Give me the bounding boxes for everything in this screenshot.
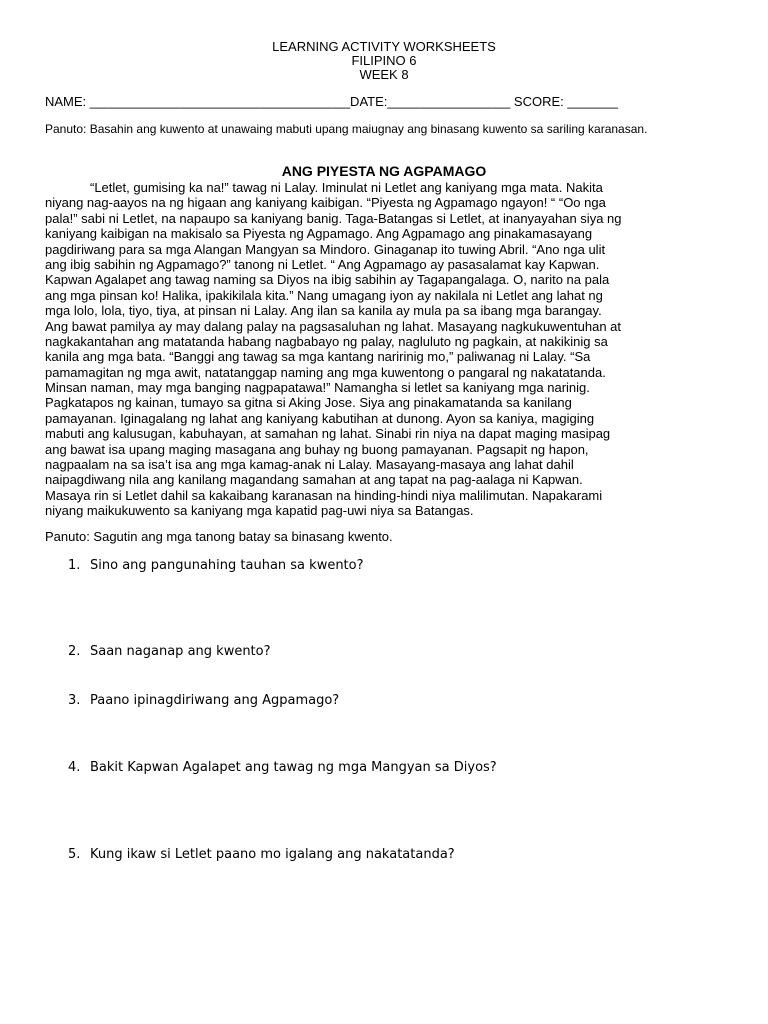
- header-subject: FILIPINO 6: [351, 53, 417, 68]
- story-line: Kapwan Agalapet ang tawag naming sa Diyos na ibig sabihin ay Tagapangalaga. O, narito na pala: [45, 272, 610, 288]
- story-line: pagdiriwang para sa mga Alangan Mangyan sa Mindoro. Ginaganap ito tuwing Abril. “Ano nga ulit: [45, 241, 606, 257]
- name-date-score-line: NAME: ____________________________________DATE:_________________ SCORE: _______: [45, 94, 618, 109]
- story-line: nagkakantahan ang matatanda habang nagbabayo ng palay, nagluluto ng pagkain, at nakikinig sa: [45, 333, 608, 349]
- instructions-questions: Panuto: Sagutin ang mga tanong batay sa binasang kwento.: [45, 529, 393, 544]
- question-text: Paano ipinagdiriwang ang Agpamago?: [90, 693, 340, 708]
- question-number: 5.: [68, 847, 81, 862]
- story-line: pamayanan. Iginagalang ng lahat ang kaniyang kabutihan at dunong. Ayon sa kaniya, magiging: [45, 410, 595, 426]
- story-line: Minsan naman, may mga banging nagpapatawa!” Namangha si letlet sa kaniyang mga narinig.: [45, 380, 590, 396]
- question-number: 1.: [68, 558, 81, 573]
- story-line: nagpaalam na sa isa’t isa ang mga kamag-anak ni Lalay. Masayang-masaya ang lahat dahil: [45, 457, 574, 473]
- question-text: Sino ang pangunahing tauhan sa kwento?: [90, 558, 364, 573]
- question-5: [68, 847, 455, 862]
- story-line: ang bawat isa upang maging masagana ang buhay ng buong pamayanan. Pagsapit ng hapon,: [45, 441, 589, 457]
- story-line: “Letlet, gumising ka na!” tawag ni Lalay. Iminulat ni Letlet ang kaniyang mga mata. Nakita: [90, 180, 603, 195]
- question-2: [68, 644, 271, 659]
- question-number: 4.: [68, 760, 81, 775]
- story-line: niyang maikukuwento sa kaniyang mga kapatid pag-uwi niya sa Batangas.: [45, 503, 474, 519]
- story-line: ang ibig sabihin ng Agpamago?” tanong ni Letlet. “ Ang Agpamago ay pasasalamat kay Kapwan.: [45, 256, 600, 272]
- story-line: Masaya rin si Letlet dahil sa kakaibang karanasan na hinding-hindi niya malilimutan. Napakarami: [45, 487, 603, 503]
- story-line: mga lolo, lola, tiyo, tiya, at pinsan ni Lalay. Ang ilan sa kanila ay mula pa sa ibang mga barangay.: [45, 303, 602, 319]
- question-text: Bakit Kapwan Agalapet ang tawag ng mga Mangyan sa Diyos?: [90, 760, 497, 775]
- question-4: [68, 760, 497, 775]
- question-1: [68, 558, 364, 573]
- instructions-reading: Panuto: Basahin ang kuwento at unawaing mabuti upang maiugnay ang binasang kuwento sa sariling karanasan.: [45, 122, 648, 136]
- story-line: pamamagitan ng mga awit, natatanggap naming ang mga kuwentong o pangaral ng nakatatanda.: [45, 364, 606, 380]
- story-line: kaniyang kaibigan na makisalo sa Piyesta ng Agpamago. Ang Agpamago ang pinakamasayang: [45, 226, 593, 242]
- story-body: [45, 180, 725, 519]
- question-text: Saan naganap ang kwento?: [90, 644, 271, 659]
- story-line: pala!” sabi ni Letlet, na napaupo sa kaniyang banig. Taga-Batangas si Letlet, at inanyayahan siya ng: [45, 210, 622, 226]
- story-line: Ang bawat pamilya ay may dalang palay na pagsasaluhan ng lahat. Masayang nagkukuwentuhan at: [45, 318, 622, 334]
- question-text: Kung ikaw si Letlet paano mo igalang ang nakatatanda?: [90, 847, 455, 862]
- question-number: 2.: [68, 644, 81, 659]
- story-line: mabuti ang kalusugan, kabuhayan, at samahan ng lahat. Sinabi rin niya na dapat maging masipag: [45, 426, 611, 442]
- story-line: ang mga pinsan ko! Halika, ipakikilala kita.” Nang umagang iyon ay nakilala ni Letlet ang lahat ng: [45, 287, 603, 303]
- story-line: naipagdiwang nila ang kanilang magandang samahan at ang tapat na pag-aalaga ni Kapwan.: [45, 472, 583, 488]
- question-3: [68, 693, 339, 708]
- story-line: niyang nag-aayos na ng higaan ang kaniyang kaibigan. “Piyesta ng Agpamago ngayon! “ “Oo nga: [45, 195, 606, 211]
- story-title: ANG PIYESTA NG AGPAMAGO: [281, 163, 487, 179]
- header-title: LEARNING ACTIVITY WORKSHEETS: [272, 39, 496, 54]
- story-line: kanila ang mga bata. “Banggi ang tawag sa mga kantang naririnig mo,” paliwanag ni Lalay. “Sa: [45, 349, 591, 365]
- question-number: 3.: [68, 693, 81, 708]
- header-week: WEEK 8: [359, 67, 409, 82]
- story-line: Pagkatapos ng kainan, tumayo sa gitna si Aking Jose. Siya ang pinakamatanda sa kanilang: [45, 395, 572, 411]
